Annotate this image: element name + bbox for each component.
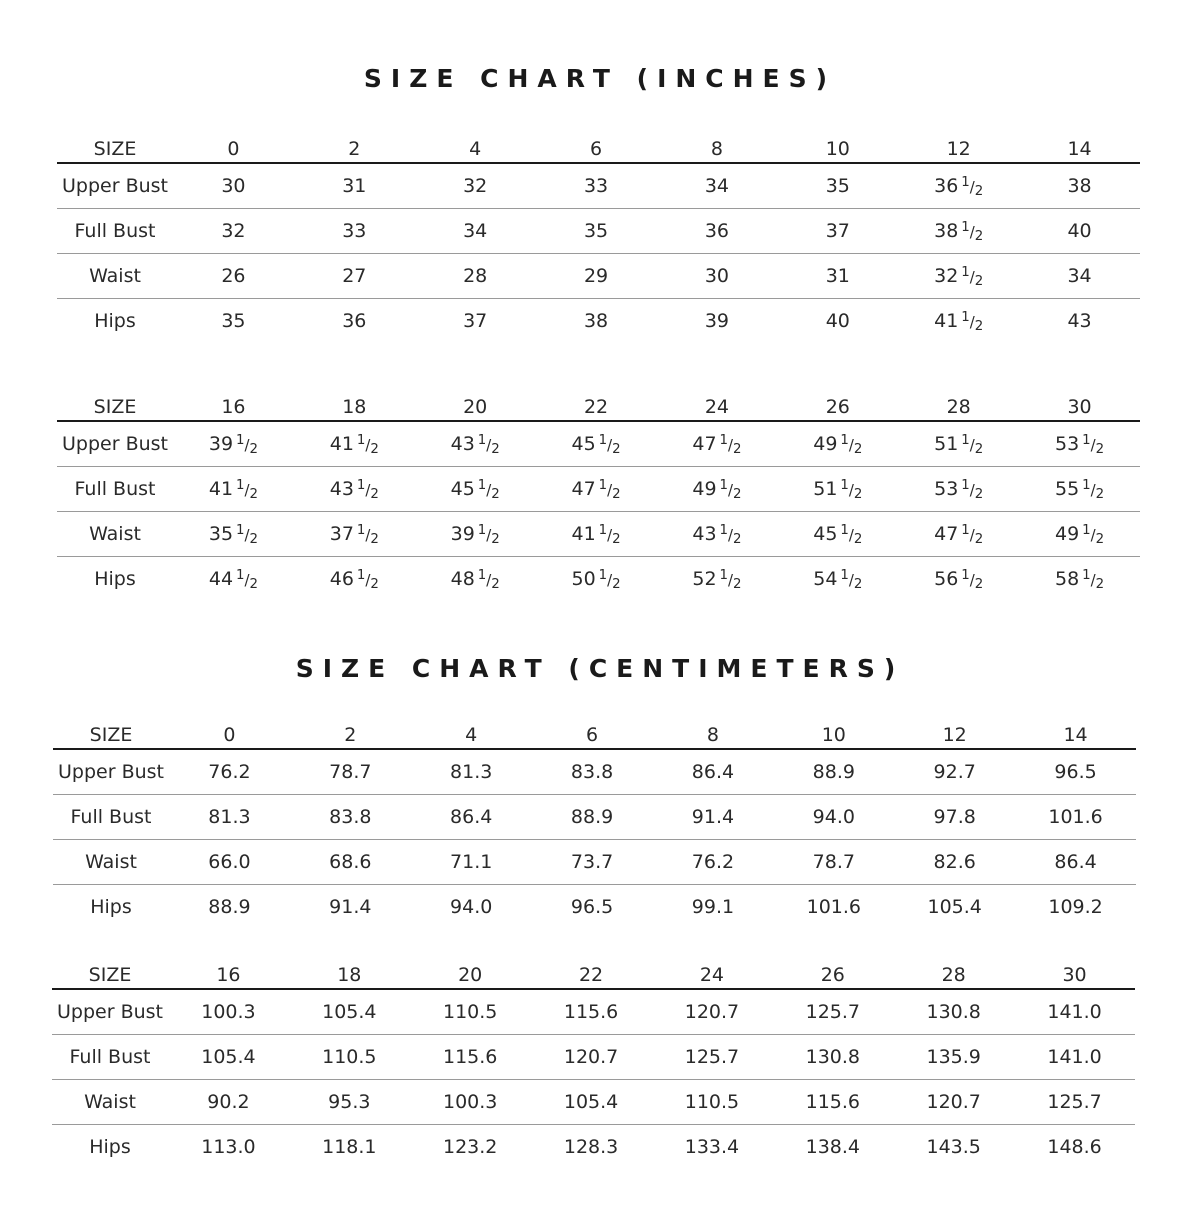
- size-header-cell: 14: [1019, 128, 1140, 163]
- measurement-value: 88.9: [773, 749, 894, 795]
- measurement-value: 94.0: [773, 795, 894, 840]
- measurement-value: 130.8: [772, 1035, 893, 1080]
- value-fraction: 1/2: [477, 478, 500, 502]
- measurement-value: 125.7: [1014, 1080, 1135, 1125]
- value-whole: 41: [934, 310, 959, 332]
- size-column-header: SIZE: [57, 128, 173, 163]
- measurement-value: 35: [536, 209, 657, 254]
- table-row: [57, 421, 1140, 467]
- measurement-value: 71.1: [411, 840, 532, 885]
- value-whole: 49: [813, 433, 838, 455]
- measurement-value: 66.0: [169, 840, 290, 885]
- size-header-cell: 16: [168, 954, 289, 989]
- measurement-value: 92.7: [894, 749, 1015, 795]
- value-fraction: 1/2: [598, 478, 621, 502]
- measurement-value: [777, 421, 898, 467]
- measurement-value: 30: [173, 163, 294, 209]
- value-whole: 37: [329, 523, 354, 545]
- measurement-value: 35: [221, 310, 246, 332]
- measurement-value: 81.3: [169, 795, 290, 840]
- measurement-value: [415, 467, 536, 512]
- measurement-value: 100.3: [168, 989, 289, 1035]
- value-whole: 46: [329, 568, 354, 590]
- measurement-value: 26: [173, 254, 294, 299]
- measurement-value: [1019, 512, 1140, 557]
- measurement-value: 38: [583, 310, 609, 332]
- measurement-value: 34: [415, 209, 536, 254]
- table-row: [57, 467, 1140, 512]
- value-whole: 45: [450, 478, 475, 500]
- measurement-value: [1019, 467, 1140, 512]
- measurement-value: [294, 557, 415, 602]
- value-fraction: 1/2: [1082, 568, 1105, 592]
- measurement-value: [536, 557, 657, 602]
- centimeters-table-2: [52, 954, 1135, 1169]
- table-row: [53, 885, 1136, 930]
- measurement-value: 43: [1067, 310, 1092, 332]
- measurement-value: [898, 209, 1019, 254]
- value-fraction: 1/2: [840, 433, 863, 457]
- measurement-value: 86.4: [411, 795, 532, 840]
- value-fraction: 1/2: [719, 523, 742, 547]
- value-fraction: 1/2: [719, 433, 742, 457]
- size-header-cell: 0: [169, 714, 290, 749]
- size-header-cell: 24: [657, 386, 778, 421]
- measurement-value: 105.4: [531, 1080, 652, 1125]
- value-whole: 53: [934, 478, 959, 500]
- size-header-cell: 26: [777, 386, 898, 421]
- measurement-value: [657, 421, 778, 467]
- measurement-value: 31: [294, 163, 415, 209]
- measurement-value: [777, 557, 898, 602]
- value-fraction: 1/2: [1082, 433, 1105, 457]
- value-fraction: 1/2: [961, 175, 984, 199]
- measurement-value: 27: [294, 254, 415, 299]
- measurement-value: [173, 467, 294, 512]
- measurement-label: Full Bust: [52, 1035, 168, 1080]
- measurement-value: 86.4: [1015, 840, 1136, 885]
- value-whole: 39: [208, 433, 234, 455]
- value-fraction: 1/2: [236, 523, 258, 547]
- measurement-value: 110.5: [410, 989, 531, 1035]
- table-row: [52, 989, 1135, 1035]
- value-whole: 41: [329, 433, 354, 455]
- measurement-value: [294, 421, 415, 467]
- measurement-value: 123.2: [442, 1136, 498, 1158]
- value-fraction: 1/2: [356, 433, 379, 457]
- measurement-value: [657, 557, 778, 602]
- value-whole: 38: [934, 220, 959, 242]
- measurement-value: [777, 512, 898, 557]
- measurement-label: Upper Bust: [53, 749, 169, 795]
- measurement-value: 97.8: [894, 795, 1015, 840]
- measurement-value: [415, 557, 536, 602]
- measurement-value: 91.4: [329, 896, 372, 918]
- table-row: [52, 1125, 1135, 1170]
- measurement-value: [1019, 557, 1140, 602]
- value-fraction: 1/2: [961, 433, 984, 457]
- table-row: [53, 840, 1136, 885]
- measurement-value: [536, 467, 657, 512]
- value-fraction: 1/2: [961, 265, 984, 289]
- measurement-value: 99.1: [691, 896, 735, 918]
- measurement-value: [898, 163, 1019, 209]
- value-fraction: 1/2: [477, 523, 500, 547]
- size-header-cell: 20: [415, 386, 536, 421]
- measurement-value: 125.7: [772, 989, 893, 1035]
- measurement-label: Waist: [53, 840, 169, 885]
- measurement-value: 83.8: [290, 795, 411, 840]
- measurement-label: Hips: [94, 568, 136, 590]
- value-fraction: 1/2: [961, 568, 984, 592]
- value-whole: 39: [450, 523, 475, 545]
- value-fraction: 1/2: [961, 523, 984, 547]
- measurement-value: 120.7: [531, 1035, 652, 1080]
- table-row: [57, 254, 1140, 299]
- measurement-value: 81.3: [411, 749, 532, 795]
- header-row: [53, 714, 1136, 749]
- measurement-value: 120.7: [893, 1080, 1014, 1125]
- value-whole: 32: [934, 265, 959, 287]
- measurement-value: [294, 512, 415, 557]
- measurement-value: [898, 512, 1019, 557]
- measurement-value: 39: [704, 310, 730, 332]
- measurement-value: 110.5: [652, 1080, 773, 1125]
- value-whole: 45: [813, 523, 838, 545]
- measurement-value: 32: [415, 163, 536, 209]
- measurement-value: 33: [536, 163, 657, 209]
- measurement-value: 73.7: [532, 840, 653, 885]
- measurement-value: [777, 467, 898, 512]
- size-header-cell: 28: [898, 386, 1019, 421]
- measurement-value: 76.2: [169, 749, 290, 795]
- size-column-header: SIZE: [53, 714, 169, 749]
- measurement-value: 36: [342, 310, 367, 332]
- measurement-value: [415, 421, 536, 467]
- value-whole: 41: [571, 523, 596, 545]
- size-header-cell: 16: [173, 386, 294, 421]
- measurement-value: 36: [657, 209, 778, 254]
- measurement-value: [415, 512, 536, 557]
- inches-table-1: [57, 128, 1140, 343]
- value-fraction: 1/2: [840, 523, 863, 547]
- measurement-label: Full Bust: [57, 467, 173, 512]
- size-header-cell: 12: [894, 714, 1015, 749]
- measurement-value: 34: [1019, 254, 1140, 299]
- inches-table-2: [57, 386, 1140, 601]
- value-whole: 45: [571, 433, 596, 455]
- measurement-label: Upper Bust: [57, 421, 173, 467]
- measurement-value: [173, 512, 294, 557]
- value-whole: 47: [692, 433, 717, 455]
- value-whole: 54: [813, 568, 838, 590]
- value-whole: 49: [1055, 523, 1080, 545]
- value-whole: 50: [571, 568, 596, 590]
- measurement-value: 37: [463, 310, 488, 332]
- size-header-cell: 8: [657, 128, 778, 163]
- value-whole: 36: [934, 175, 959, 197]
- size-header-cell: 10: [777, 128, 898, 163]
- measurement-value: [173, 421, 294, 467]
- measurement-value: 105.4: [927, 896, 982, 918]
- value-fraction: 1/2: [719, 478, 742, 502]
- measurement-value: 38: [1019, 163, 1140, 209]
- measurement-value: 40: [825, 310, 850, 332]
- measurement-value: 115.6: [772, 1080, 893, 1125]
- measurement-value: 29: [536, 254, 657, 299]
- measurement-value: 130.8: [893, 989, 1014, 1035]
- measurement-value: 120.7: [652, 989, 773, 1035]
- size-header-cell: 12: [898, 128, 1019, 163]
- measurement-value: 94.0: [450, 896, 493, 918]
- measurement-value: 96.5: [570, 896, 614, 918]
- measurement-value: 101.6: [1015, 795, 1136, 840]
- table-row: [52, 1080, 1135, 1125]
- measurement-label: Hips: [90, 896, 132, 918]
- measurement-label: Full Bust: [57, 209, 173, 254]
- measurement-value: 40: [1019, 209, 1140, 254]
- size-header-cell: 18: [289, 954, 410, 989]
- value-fraction: 1/2: [356, 568, 379, 592]
- value-fraction: 1/2: [477, 433, 500, 457]
- value-fraction: 1/2: [961, 478, 984, 502]
- measurement-value: 105.4: [289, 989, 410, 1035]
- measurement-value: 96.5: [1015, 749, 1136, 795]
- value-fraction: 1/2: [961, 220, 984, 244]
- size-header-cell: 20: [410, 954, 531, 989]
- measurement-value: [657, 467, 778, 512]
- value-fraction: 1/2: [1082, 478, 1105, 502]
- value-whole: 51: [934, 433, 959, 455]
- value-fraction: 1/2: [236, 433, 258, 457]
- value-whole: 47: [934, 523, 959, 545]
- measurement-value: 82.6: [894, 840, 1015, 885]
- inches-chart-title: SIZE CHART (INCHES): [363, 64, 837, 93]
- value-whole: 52: [692, 568, 717, 590]
- size-header-cell: 22: [531, 954, 652, 989]
- measurement-value: 135.9: [893, 1035, 1014, 1080]
- size-header-cell: 14: [1015, 714, 1136, 749]
- table-row: [52, 1035, 1135, 1080]
- size-column-header: SIZE: [57, 386, 173, 421]
- value-whole: 43: [692, 523, 717, 545]
- size-header-cell: 0: [173, 128, 294, 163]
- measurement-value: 83.8: [532, 749, 653, 795]
- size-header-cell: 4: [411, 714, 532, 749]
- measurement-value: [898, 421, 1019, 467]
- value-whole: 44: [208, 568, 234, 590]
- value-fraction: 1/2: [840, 478, 863, 502]
- table-row: [57, 512, 1140, 557]
- measurement-value: 128.3: [563, 1136, 619, 1158]
- measurement-label: Hips: [94, 310, 136, 332]
- measurement-label: Waist: [57, 512, 173, 557]
- value-fraction: 1/2: [961, 310, 984, 334]
- measurement-value: 37: [777, 209, 898, 254]
- measurement-value: 105.4: [168, 1035, 289, 1080]
- measurement-value: 100.3: [410, 1080, 531, 1125]
- value-whole: 47: [571, 478, 596, 500]
- measurement-value: 101.6: [806, 896, 862, 918]
- measurement-value: 78.7: [290, 749, 411, 795]
- measurement-value: 34: [657, 163, 778, 209]
- measurement-value: 141.0: [1014, 989, 1135, 1035]
- measurement-value: 115.6: [410, 1035, 531, 1080]
- measurement-value: 88.9: [208, 896, 251, 918]
- header-row: [57, 386, 1140, 421]
- size-header-cell: 26: [772, 954, 893, 989]
- measurement-value: 113.0: [201, 1136, 256, 1158]
- measurement-value: 86.4: [653, 749, 774, 795]
- value-whole: 53: [1055, 433, 1080, 455]
- measurement-value: [1019, 421, 1140, 467]
- measurement-value: 68.6: [290, 840, 411, 885]
- measurement-label: Waist: [57, 254, 173, 299]
- value-whole: 55: [1055, 478, 1080, 500]
- size-header-cell: 24: [652, 954, 773, 989]
- size-header-cell: 18: [294, 386, 415, 421]
- value-whole: 43: [329, 478, 354, 500]
- measurement-value: [898, 299, 1019, 344]
- measurement-value: 78.7: [773, 840, 894, 885]
- value-fraction: 1/2: [1082, 523, 1105, 547]
- size-header-cell: 6: [536, 128, 657, 163]
- value-whole: 56: [934, 568, 959, 590]
- measurement-value: 88.9: [532, 795, 653, 840]
- measurement-value: [898, 254, 1019, 299]
- size-header-cell: 30: [1014, 954, 1135, 989]
- measurement-value: 33: [294, 209, 415, 254]
- value-whole: 41: [208, 478, 234, 500]
- value-whole: 49: [692, 478, 717, 500]
- value-whole: 43: [450, 433, 475, 455]
- measurement-value: [898, 467, 1019, 512]
- value-whole: 48: [450, 568, 475, 590]
- measurement-label: Upper Bust: [57, 163, 173, 209]
- measurement-value: 30: [657, 254, 778, 299]
- size-header-cell: 2: [290, 714, 411, 749]
- measurement-value: 90.2: [168, 1080, 289, 1125]
- measurement-value: 138.4: [805, 1136, 861, 1158]
- table-row: [57, 299, 1140, 344]
- value-fraction: 1/2: [477, 568, 500, 592]
- measurement-value: 143.5: [926, 1136, 981, 1158]
- size-header-cell: 30: [1019, 386, 1140, 421]
- centimeters-table-1: [53, 714, 1136, 929]
- value-fraction: 1/2: [356, 523, 379, 547]
- table-row: [53, 749, 1136, 795]
- measurement-value: 110.5: [289, 1035, 410, 1080]
- measurement-value: 76.2: [653, 840, 774, 885]
- measurement-value: 115.6: [531, 989, 652, 1035]
- size-header-cell: 8: [653, 714, 774, 749]
- measurement-value: 35: [777, 163, 898, 209]
- value-fraction: 1/2: [356, 478, 379, 502]
- size-header-cell: 4: [415, 128, 536, 163]
- measurement-value: [173, 557, 294, 602]
- value-fraction: 1/2: [840, 568, 863, 592]
- size-header-cell: 10: [773, 714, 894, 749]
- measurement-value: 109.2: [1048, 896, 1103, 918]
- value-whole: 35: [208, 523, 234, 545]
- size-header-cell: 28: [893, 954, 1014, 989]
- measurement-value: 141.0: [1014, 1035, 1135, 1080]
- measurement-value: [294, 467, 415, 512]
- measurement-label: Hips: [89, 1136, 131, 1158]
- measurement-value: 32: [173, 209, 294, 254]
- value-fraction: 1/2: [236, 478, 258, 502]
- value-fraction: 1/2: [236, 568, 258, 592]
- table-row: [57, 163, 1140, 209]
- value-fraction: 1/2: [719, 568, 742, 592]
- value-fraction: 1/2: [598, 433, 621, 457]
- value-whole: 51: [813, 478, 838, 500]
- value-whole: 58: [1055, 568, 1080, 590]
- header-row: [57, 128, 1140, 163]
- measurement-value: 118.1: [322, 1136, 377, 1158]
- size-header-cell: 6: [532, 714, 653, 749]
- measurement-value: 31: [777, 254, 898, 299]
- measurement-value: 148.6: [1047, 1136, 1102, 1158]
- centimeters-chart-title: SIZE CHART (CENTIMETERS): [295, 654, 905, 683]
- value-fraction: 1/2: [598, 568, 621, 592]
- measurement-value: [536, 421, 657, 467]
- measurement-value: [536, 512, 657, 557]
- size-header-cell: 22: [536, 386, 657, 421]
- value-fraction: 1/2: [598, 523, 621, 547]
- measurement-value: 28: [415, 254, 536, 299]
- size-column-header: SIZE: [52, 954, 168, 989]
- measurement-value: 125.7: [652, 1035, 773, 1080]
- header-row: [52, 954, 1135, 989]
- table-row: [57, 557, 1140, 602]
- measurement-label: Waist: [52, 1080, 168, 1125]
- measurement-label: Upper Bust: [52, 989, 168, 1035]
- measurement-value: [898, 557, 1019, 602]
- measurement-label: Full Bust: [53, 795, 169, 840]
- measurement-value: 95.3: [289, 1080, 410, 1125]
- table-row: [57, 209, 1140, 254]
- measurement-value: [657, 512, 778, 557]
- size-header-cell: 2: [294, 128, 415, 163]
- measurement-value: 133.4: [684, 1136, 740, 1158]
- measurement-value: 91.4: [653, 795, 774, 840]
- table-row: [53, 795, 1136, 840]
